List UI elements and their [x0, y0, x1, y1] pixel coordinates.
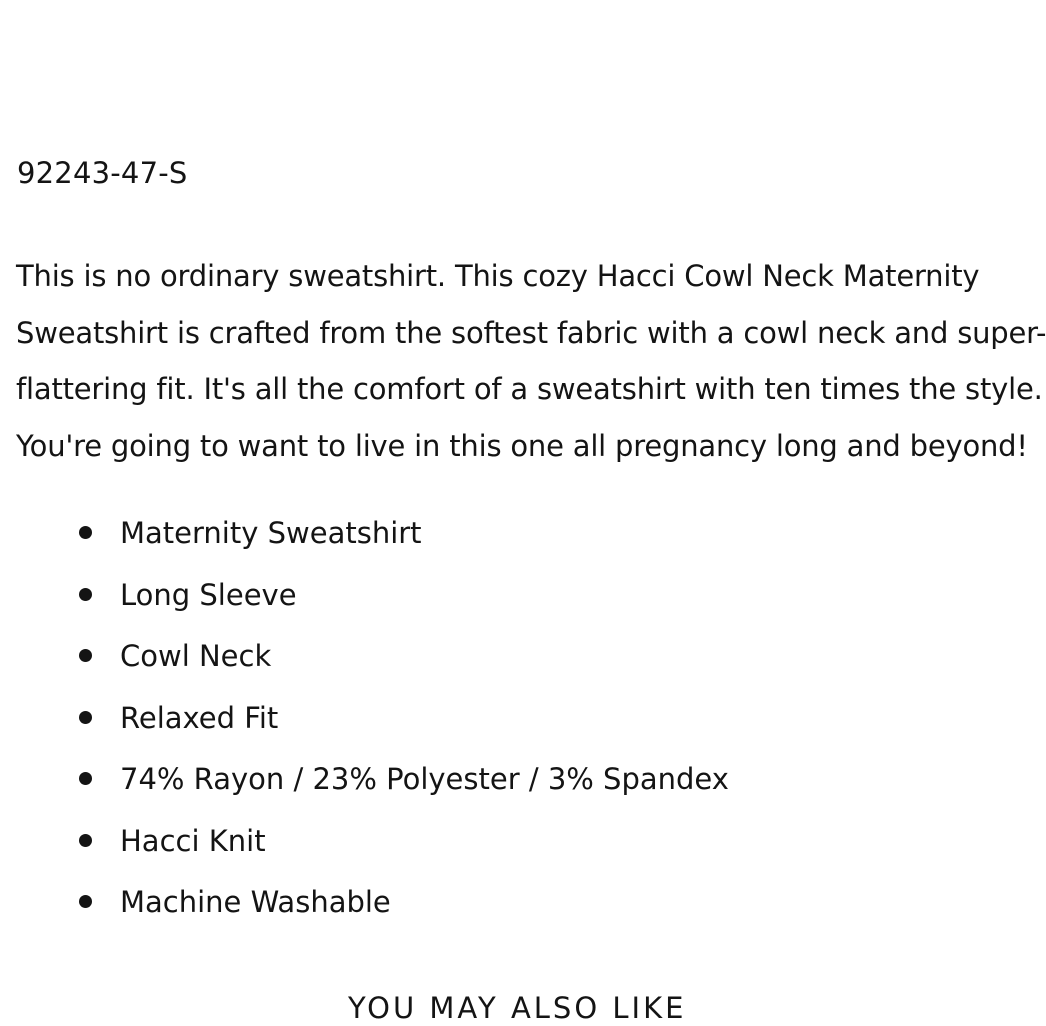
- feature-label: Long Sleeve: [120, 577, 297, 612]
- description-line: You're going to want to live in this one all pregnancy long and beyond!: [16, 428, 1028, 463]
- bullet-icon: [79, 772, 92, 785]
- description-line: flattering fit. It's all the comfort of a sweatshirt with ten times the style.: [16, 372, 1043, 406]
- feature-label: 74% Rayon / 23% Polyester / 3% Spandex: [120, 762, 729, 796]
- description-line: This is no ordinary sweatshirt. This cozy Hacci Cowl Neck Maternity: [16, 259, 980, 293]
- feature-label: Cowl Neck: [120, 639, 272, 673]
- bullet-icon: [79, 588, 92, 601]
- feature-label: Machine Washable: [120, 885, 391, 919]
- product-sku: 92243-47-S: [17, 156, 188, 190]
- feature-label: Relaxed Fit: [120, 700, 279, 735]
- bullet-icon: [79, 526, 92, 539]
- product-description: [16, 248, 1046, 474]
- feature-label: Hacci Knit: [120, 823, 266, 858]
- bullet-icon: [79, 895, 92, 908]
- next-section-heading: [0, 984, 1000, 1025]
- bullet-icon: [79, 649, 92, 662]
- description-line: Sweatshirt is crafted from the softest fabric with a cowl neck and super-: [16, 315, 1046, 350]
- bullet-icon: [79, 834, 92, 847]
- bullet-icon: [79, 711, 92, 724]
- feature-label: Maternity Sweatshirt: [120, 516, 422, 550]
- next-section-heading-text: YOU MAY ALSO LIKE: [348, 991, 687, 1025]
